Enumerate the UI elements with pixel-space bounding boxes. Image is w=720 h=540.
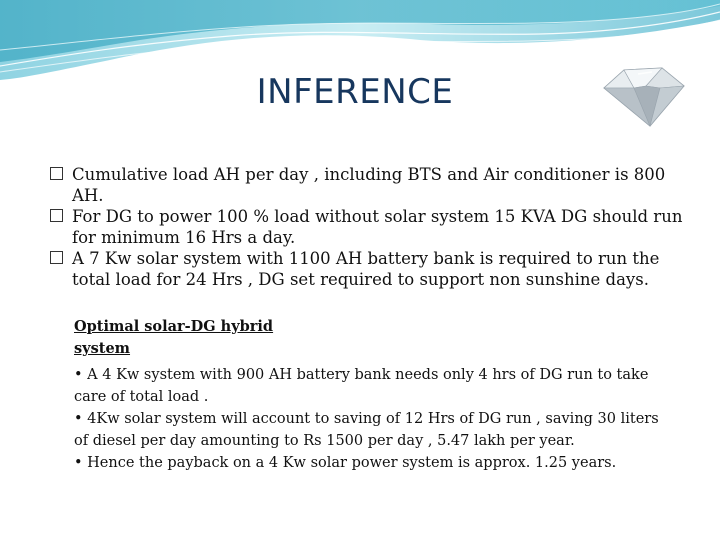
list-item [50, 206, 690, 248]
optimal-point: • 4Kw solar system will account to saving of 12 Hrs of DG run , saving 30 liters of diesel per day amounting to Rs 1500 per day , 5.47 lakh per year. [74, 411, 659, 449]
optimal-point: • Hence the payback on a 4 Kw solar power system is approx. 1.25 years. [74, 455, 617, 471]
bullet-text: A 7 Kw solar system with 1100 AH battery bank is required to run the total load for 24 Hrs , DG set required to support non sunshine days. [72, 249, 660, 289]
checkbox-bullet-icon [50, 209, 63, 222]
checkbox-bullet-icon [50, 167, 63, 180]
slide-title: INFERENCE [256, 72, 454, 112]
bullet-text: Cumulative load AH per day , including BTS and Air conditioner is 800 AH. [72, 165, 666, 205]
list-item [50, 164, 690, 206]
diamond-icon [590, 58, 694, 136]
list-item [50, 248, 690, 290]
optimal-point: • A 4 Kw system with 900 AH battery bank needs only 4 hrs of DG run to take care of total load . [74, 367, 649, 405]
inference-bullet-list [50, 164, 690, 290]
optimal-system-section [74, 316, 674, 474]
bullet-text: For DG to power 100 % load without solar system 15 KVA DG should run for minimum 16 Hrs a day. [72, 207, 683, 247]
optimal-system-heading: Optimal solar-DG hybrid system [74, 318, 274, 357]
checkbox-bullet-icon [50, 251, 63, 264]
